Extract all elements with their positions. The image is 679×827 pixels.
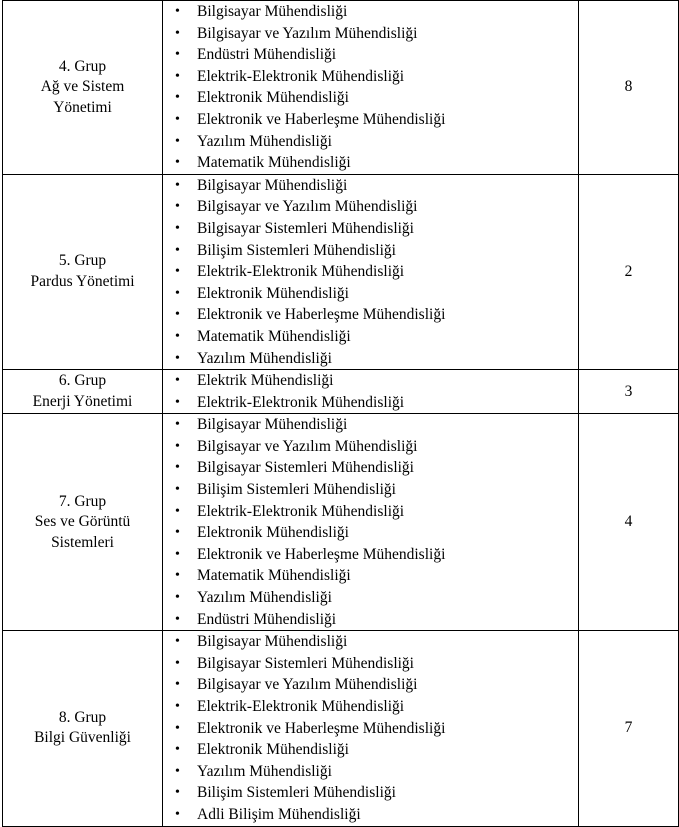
department-list bbox=[163, 175, 578, 369]
department-item: • Elektronik ve Haberleşme Mühendisliği bbox=[163, 109, 578, 131]
department-list bbox=[163, 370, 578, 413]
department-item: • Bilgisayar Mühendisliği bbox=[163, 1, 578, 23]
department-item: • Yazılım Mühendisliği bbox=[163, 761, 578, 783]
group-name-line: Yönetimi bbox=[53, 98, 112, 116]
group-name-line: Sistemleri bbox=[51, 533, 114, 551]
department-item: • Elektrik-Elektronik Mühendisliği bbox=[163, 261, 578, 283]
department-item: • Elektrik-Elektronik Mühendisliği bbox=[163, 696, 578, 718]
group-row bbox=[3, 1, 679, 175]
quota-count-cell: 3 bbox=[579, 370, 679, 414]
group-name-cell bbox=[3, 370, 163, 414]
department-item: • Bilgisayar Mühendisliği bbox=[163, 175, 578, 197]
department-item: • Elektronik Mühendisliği bbox=[163, 522, 578, 544]
group-row bbox=[3, 174, 679, 369]
department-item: • Bilgisayar Mühendisliği bbox=[163, 631, 578, 653]
group-name-line: 6. Grup bbox=[58, 372, 107, 390]
group-name-line: Bilgi Güvenliği bbox=[34, 729, 131, 747]
department-item: • Matematik Mühendisliği bbox=[163, 152, 578, 174]
department-item: • Yazılım Mühendisliği bbox=[163, 348, 578, 370]
group-name-cell bbox=[3, 631, 163, 826]
group-name-cell bbox=[3, 414, 163, 631]
group-row bbox=[3, 370, 679, 414]
group-name-line: 8. Grup bbox=[58, 708, 107, 726]
department-item: • Elektrik-Elektronik Mühendisliği bbox=[163, 66, 578, 88]
department-item: • Adli Bilişim Mühendisliği bbox=[163, 804, 578, 826]
department-item: • Yazılım Mühendisliği bbox=[163, 131, 578, 153]
department-item: • Bilgisayar Sistemleri Mühendisliği bbox=[163, 457, 578, 479]
department-item: • Elektronik ve Haberleşme Mühendisliği bbox=[163, 718, 578, 740]
group-table bbox=[2, 0, 679, 827]
group-row bbox=[3, 631, 679, 826]
department-item: • Endüstri Mühendisliği bbox=[163, 609, 578, 631]
department-item: • Bilgisayar Mühendisliği bbox=[163, 414, 578, 436]
department-item: • Elektronik Mühendisliği bbox=[163, 283, 578, 305]
department-item: • Bilgisayar ve Yazılım Mühendisliği bbox=[163, 23, 578, 45]
group-name-line: 5. Grup bbox=[58, 252, 107, 270]
department-item: • Matematik Mühendisliği bbox=[163, 326, 578, 348]
department-item: • Elektrik-Elektronik Mühendisliği bbox=[163, 501, 578, 523]
department-item: • Elektronik Mühendisliği bbox=[163, 87, 578, 109]
department-item: • Elektrik Mühendisliği bbox=[163, 370, 578, 392]
department-item: • Endüstri Mühendisliği bbox=[163, 44, 578, 66]
department-item: • Elektronik ve Haberleşme Mühendisliği bbox=[163, 544, 578, 566]
group-name-line: 4. Grup bbox=[58, 57, 107, 75]
group-name-cell bbox=[3, 1, 163, 175]
group-name-line: Ses ve Görüntü bbox=[34, 513, 131, 530]
department-item: • Elektronik ve Haberleşme Mühendisliği bbox=[163, 304, 578, 326]
group-table-body bbox=[3, 1, 679, 827]
department-item: • Elektrik-Elektronik Mühendisliği bbox=[163, 392, 578, 414]
department-item: • Bilişim Sistemleri Mühendisliği bbox=[163, 240, 578, 262]
group-name-line: 7. Grup bbox=[58, 492, 107, 510]
group-row bbox=[3, 414, 679, 631]
group-name-line: Enerji Yönetimi bbox=[32, 392, 133, 410]
departments-cell bbox=[163, 631, 579, 826]
quota-count-cell: 7 bbox=[579, 631, 679, 826]
department-item: • Bilgisayar ve Yazılım Mühendisliği bbox=[163, 674, 578, 696]
departments-cell bbox=[163, 174, 579, 369]
department-list bbox=[163, 631, 578, 825]
group-name-cell bbox=[3, 174, 163, 369]
department-list bbox=[163, 1, 578, 174]
department-item: • Bilişim Sistemleri Mühendisliği bbox=[163, 782, 578, 804]
group-name-line: Ağ ve Sistem bbox=[40, 78, 125, 96]
departments-cell bbox=[163, 414, 579, 631]
department-item: • Bilgisayar ve Yazılım Mühendisliği bbox=[163, 436, 578, 458]
quota-count-cell: 4 bbox=[579, 414, 679, 631]
departments-cell bbox=[163, 370, 579, 414]
department-item: • Matematik Mühendisliği bbox=[163, 565, 578, 587]
department-item: • Elektronik Mühendisliği bbox=[163, 739, 578, 761]
department-item: • Bilişim Sistemleri Mühendisliği bbox=[163, 479, 578, 501]
department-item: • Yazılım Mühendisliği bbox=[163, 587, 578, 609]
quota-count-cell: 2 bbox=[579, 174, 679, 369]
department-item: • Bilgisayar Sistemleri Mühendisliği bbox=[163, 218, 578, 240]
department-list bbox=[163, 414, 578, 630]
departments-cell bbox=[163, 1, 579, 175]
group-name-line: Pardus Yönetimi bbox=[30, 272, 135, 290]
department-item: • Bilgisayar Sistemleri Mühendisliği bbox=[163, 653, 578, 675]
quota-count-cell: 8 bbox=[579, 1, 679, 175]
department-item: • Bilgisayar ve Yazılım Mühendisliği bbox=[163, 196, 578, 218]
